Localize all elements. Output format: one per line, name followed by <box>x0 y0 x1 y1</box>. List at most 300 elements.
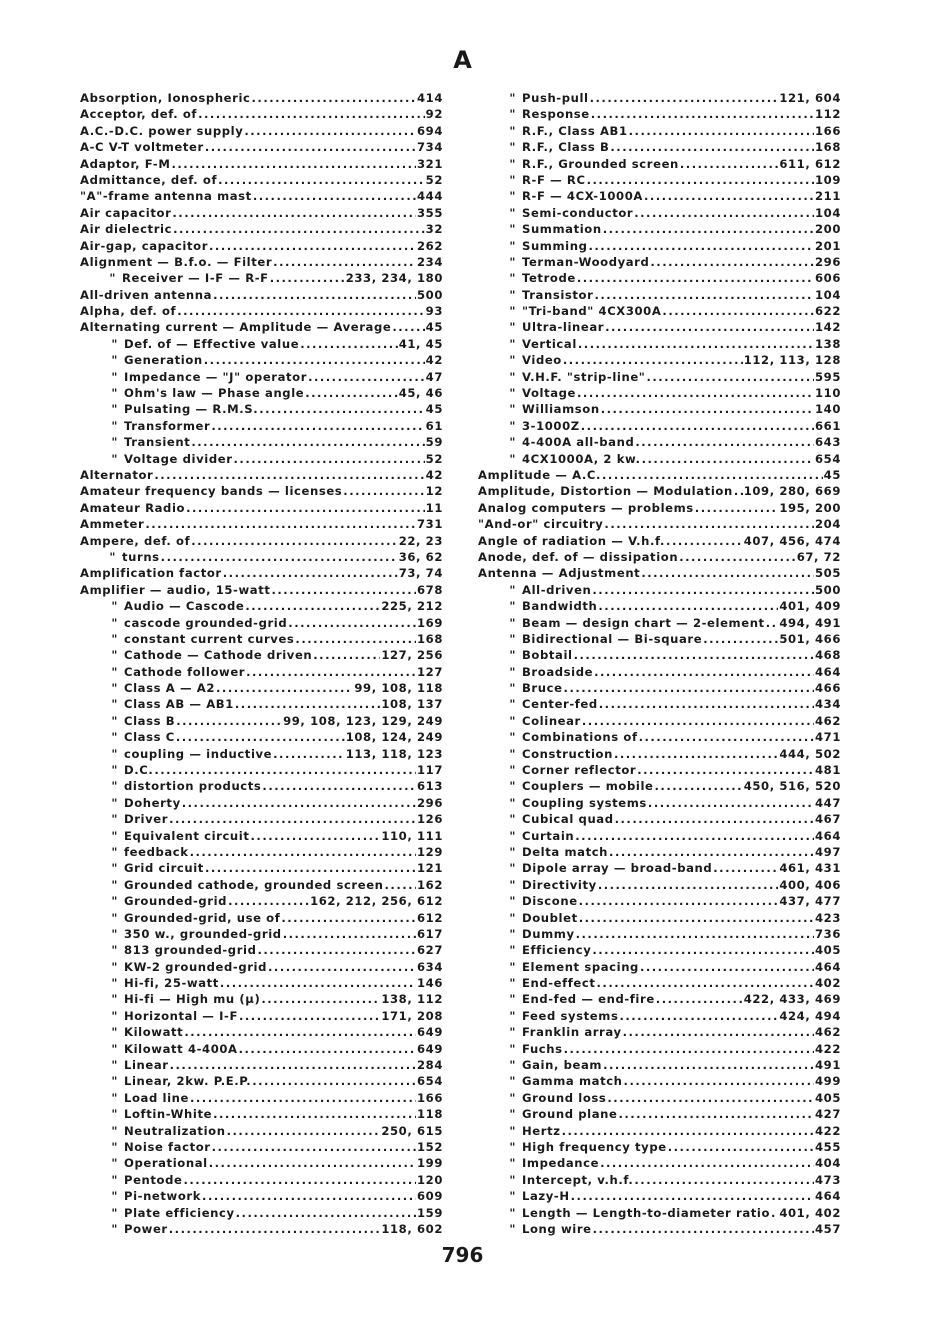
dot-leader <box>575 828 814 844</box>
index-term: Grounded-grid, use of <box>124 910 281 925</box>
dot-leader <box>235 696 380 712</box>
index-entry <box>478 319 841 335</box>
ditto-mark: " <box>509 812 516 827</box>
index-entry <box>80 1090 443 1106</box>
index-pages: 118, 602 <box>381 1221 443 1236</box>
index-entry <box>478 828 841 844</box>
index-entry <box>478 123 841 139</box>
ditto-mark: " <box>509 336 516 351</box>
dot-leader <box>771 1205 778 1221</box>
dot-leader <box>602 467 823 483</box>
index-term: Class A — A2 <box>124 681 216 696</box>
ditto-mark: " <box>509 910 516 925</box>
dot-leader <box>234 451 425 467</box>
index-term: Ground loss <box>522 1090 607 1105</box>
index-pages: 201 <box>814 238 841 253</box>
ditto-mark: " <box>111 1140 118 1154</box>
index-pages: 661 <box>814 418 841 433</box>
ditto-mark: " <box>509 1090 516 1105</box>
index-entry <box>80 352 443 368</box>
ditto-mark: " <box>111 861 118 876</box>
index-term: cascode grounded-grid <box>124 615 288 630</box>
dot-leader <box>579 910 814 926</box>
index-term: Load line <box>124 1090 189 1105</box>
index-entry <box>478 664 841 680</box>
ditto-mark: " <box>509 943 516 958</box>
index-entry <box>80 926 443 942</box>
ditto-mark: " <box>509 615 516 630</box>
ditto-mark: " <box>111 402 118 417</box>
dot-leader <box>258 942 416 958</box>
index-term: Curtain <box>522 828 575 843</box>
ditto-mark: " <box>509 1025 516 1040</box>
dot-leader <box>650 254 814 270</box>
dot-leader <box>154 762 416 778</box>
index-entry <box>80 893 443 909</box>
ditto-mark: " <box>109 271 116 286</box>
page-number: 796 <box>441 1243 484 1267</box>
index-entry <box>478 1057 841 1073</box>
index-pages: 437, 477 <box>779 894 841 909</box>
dot-leader <box>213 287 416 303</box>
index-term: All-driven antenna <box>80 287 213 302</box>
index-term: Discone <box>522 894 578 909</box>
index-pages: 112 <box>814 107 841 122</box>
dot-leader <box>191 434 424 450</box>
index-entry <box>80 139 443 155</box>
index-entry <box>478 877 841 893</box>
index-pages: 234 <box>416 254 443 269</box>
index-term: constant current curves <box>124 631 295 646</box>
index-entry <box>80 729 443 745</box>
dot-leader <box>170 1057 416 1073</box>
ditto-mark: " <box>111 1025 118 1040</box>
index-pages: 622 <box>814 304 841 319</box>
dot-leader <box>564 1041 814 1057</box>
index-term: Intercept, v.h.f. <box>522 1172 634 1187</box>
dot-leader <box>624 1073 814 1089</box>
index-entry <box>478 1090 841 1106</box>
index-entry <box>478 483 841 499</box>
dot-leader <box>614 746 778 762</box>
dot-leader <box>223 565 398 581</box>
index-term: Combinations of <box>522 730 638 745</box>
index-entry <box>80 156 443 172</box>
index-entry <box>478 860 841 876</box>
index-term: Alternator <box>80 467 154 482</box>
index-term: Tetrode <box>522 271 576 286</box>
index-entry <box>80 221 443 237</box>
dot-leader <box>597 975 814 991</box>
ditto-mark: " <box>509 681 516 696</box>
index-entry <box>478 565 841 581</box>
dot-leader <box>204 352 425 368</box>
index-term: Vertical <box>522 336 577 351</box>
dot-leader <box>734 483 743 499</box>
dot-leader <box>591 106 814 122</box>
index-entry <box>80 401 443 417</box>
index-term: Summing <box>522 238 588 253</box>
index-entry <box>80 1123 443 1139</box>
index-entry <box>80 1172 443 1188</box>
index-entry <box>80 877 443 893</box>
index-pages: 464 <box>814 664 841 679</box>
index-entry <box>478 467 841 483</box>
index-pages: 200 <box>814 222 841 237</box>
index-term: Transistor <box>522 287 594 302</box>
index-pages: 52 <box>425 172 443 187</box>
index-pages: 121 <box>416 861 443 876</box>
index-term: Alignment — B.f.o. — Filter <box>80 254 273 269</box>
dot-leader <box>662 303 814 319</box>
index-pages: 468 <box>814 648 841 663</box>
index-term: A.C.-D.C. power supply <box>80 123 244 138</box>
index-term: Response <box>522 107 590 122</box>
ditto-mark: " <box>509 172 516 187</box>
dot-leader <box>577 385 814 401</box>
ditto-mark: " <box>509 287 516 302</box>
index-term: Absorption, Ionospheric <box>80 91 251 105</box>
index-pages: 609 <box>416 1189 443 1204</box>
dot-leader <box>213 1106 416 1122</box>
index-entry <box>80 844 443 860</box>
index-entry <box>80 811 443 827</box>
dot-leader <box>211 418 424 434</box>
index-pages: 402 <box>814 976 841 991</box>
index-entry <box>478 205 841 221</box>
index-term: Cathode — Cathode driven <box>124 648 313 663</box>
dot-leader <box>273 746 345 762</box>
dot-leader <box>205 139 416 155</box>
ditto-mark: " <box>111 1090 118 1105</box>
dot-leader <box>252 1073 416 1089</box>
ditto-mark: " <box>111 943 118 958</box>
index-pages: 233, 234, 180 <box>345 271 443 286</box>
index-entry <box>80 713 443 729</box>
dot-leader <box>598 598 778 614</box>
index-entry <box>478 1155 841 1171</box>
index-term: Hi-fi — High mu (μ) <box>124 992 261 1007</box>
index-term: Push-pull <box>522 91 589 105</box>
index-entry <box>80 746 443 762</box>
index-pages: 649 <box>416 1041 443 1056</box>
ditto-mark: " <box>111 336 118 351</box>
ditto-mark: " <box>509 418 516 433</box>
ditto-mark: " <box>509 1041 516 1056</box>
index-entry <box>80 1057 443 1073</box>
dot-leader <box>283 926 416 942</box>
ditto-mark: " <box>509 664 516 679</box>
dot-leader <box>246 664 416 680</box>
dot-leader <box>385 877 416 893</box>
dot-leader <box>218 172 425 188</box>
dot-leader <box>655 778 743 794</box>
ditto-mark: " <box>509 894 516 909</box>
index-pages: 42 <box>425 353 443 368</box>
index-term: Generation <box>124 353 203 368</box>
dot-leader <box>668 1139 814 1155</box>
index-term: R.F., Grounded screen <box>522 156 679 171</box>
ditto-mark: " <box>509 107 516 122</box>
page-letter-heading: A <box>453 46 472 74</box>
index-entry <box>80 467 443 483</box>
dot-leader <box>644 188 814 204</box>
dot-leader <box>184 1024 416 1040</box>
index-pages: 45 <box>823 467 841 482</box>
dot-leader <box>642 451 814 467</box>
dot-leader <box>392 319 424 335</box>
dot-leader <box>564 680 814 696</box>
ditto-mark: " <box>509 156 516 171</box>
dot-leader <box>273 254 416 270</box>
dot-leader <box>244 123 416 139</box>
ditto-mark: " <box>111 681 118 696</box>
index-entry <box>80 615 443 631</box>
dot-leader <box>578 336 814 352</box>
index-term: 4CX1000A, 2 kw. <box>522 451 641 466</box>
index-term: Amplitude — A.C. <box>478 467 602 482</box>
index-entry <box>80 795 443 811</box>
ditto-mark: " <box>509 1008 516 1023</box>
dot-leader <box>635 434 814 450</box>
index-term: 350 w., grounded-grid <box>124 926 282 941</box>
ditto-mark: " <box>509 730 516 745</box>
index-entry <box>80 631 443 647</box>
index-entry <box>478 942 841 958</box>
index-pages: 500 <box>416 287 443 302</box>
index-term: Receiver — I-F — R-F <box>122 271 269 286</box>
index-entry <box>478 500 841 516</box>
index-entry <box>80 123 443 139</box>
index-term: Antenna — Adjustment <box>478 566 641 581</box>
ditto-mark: " <box>111 386 118 401</box>
index-pages: 104 <box>814 287 841 302</box>
index-entry <box>80 1139 443 1155</box>
dot-leader <box>562 1123 814 1139</box>
index-pages: 627 <box>416 943 443 958</box>
index-column-left <box>80 90 443 1237</box>
index-term: R.F., Class B <box>522 140 610 155</box>
index-entry <box>478 959 841 975</box>
ditto-mark: " <box>111 631 118 646</box>
index-pages: 171, 208 <box>381 1008 443 1023</box>
dot-leader <box>236 1205 416 1221</box>
index-pages: 138 <box>814 336 841 351</box>
index-term: Fuchs <box>522 1041 563 1056</box>
ditto-mark: " <box>111 451 118 466</box>
index-entry <box>478 238 841 254</box>
dot-leader <box>576 926 814 942</box>
ditto-mark: " <box>509 713 516 728</box>
ditto-mark: " <box>509 779 516 794</box>
ditto-mark: " <box>509 271 516 286</box>
index-term: Power <box>124 1221 168 1236</box>
index-term: Noise factor <box>124 1140 211 1154</box>
index-pages: 59 <box>425 435 443 450</box>
index-term: Amateur frequency bands — licenses <box>80 484 343 499</box>
index-pages: 447 <box>814 795 841 810</box>
dot-leader <box>295 631 416 647</box>
dot-leader <box>313 647 380 663</box>
index-term: Gamma match <box>522 1074 623 1089</box>
dot-leader <box>209 1155 416 1171</box>
dot-leader <box>579 893 779 909</box>
index-pages: 168 <box>416 631 443 646</box>
index-entry <box>80 778 443 794</box>
index-entry <box>80 975 443 991</box>
index-entry <box>478 401 841 417</box>
index-pages: 138, 112 <box>381 992 443 1007</box>
index-term: Delta match <box>522 844 609 859</box>
index-entry <box>80 1073 443 1089</box>
index-entry <box>478 811 841 827</box>
index-entry <box>478 1221 841 1237</box>
index-pages: 444, 502 <box>779 746 841 761</box>
index-pages: 296 <box>814 254 841 269</box>
index-pages: 654 <box>416 1074 443 1089</box>
index-pages: 464 <box>814 959 841 974</box>
index-pages: 634 <box>416 959 443 974</box>
index-entry <box>80 762 443 778</box>
index-term: Kilowatt 4-400A <box>124 1041 238 1056</box>
index-pages: 109, 280, 669 <box>743 484 841 499</box>
dot-leader <box>589 238 814 254</box>
index-pages: 109 <box>814 172 841 187</box>
dot-leader <box>251 828 381 844</box>
index-term: "And-or" circuitry <box>478 517 604 532</box>
index-entry <box>80 696 443 712</box>
index-pages: 32 <box>425 222 443 237</box>
ditto-mark: " <box>111 992 118 1007</box>
index-entry <box>80 991 443 1007</box>
index-pages: 678 <box>416 582 443 597</box>
index-term: R-F — RC <box>522 172 586 187</box>
index-term: Broadside <box>522 664 594 679</box>
index-entry <box>478 352 841 368</box>
ditto-mark: " <box>509 254 516 269</box>
index-pages: 499 <box>814 1074 841 1089</box>
ditto-mark: " <box>111 763 118 778</box>
index-term: Cubical quad <box>522 812 614 827</box>
ditto-mark: " <box>111 926 118 941</box>
index-pages: 466 <box>814 681 841 696</box>
dot-leader <box>637 762 814 778</box>
dot-leader <box>245 598 380 614</box>
ditto-mark: " <box>111 779 118 794</box>
index-term: Williamson <box>522 402 600 417</box>
index-entry <box>478 680 841 696</box>
index-pages: 405 <box>814 1090 841 1105</box>
ditto-mark: " <box>509 189 516 204</box>
ditto-mark: " <box>509 1123 516 1138</box>
index-term: Def. of — Effective value <box>124 336 300 351</box>
ditto-mark: " <box>111 1156 118 1171</box>
index-term: Kilowatt <box>124 1025 184 1040</box>
index-term: KW-2 grounded-grid <box>124 959 268 974</box>
index-entry <box>80 172 443 188</box>
index-entry <box>80 287 443 303</box>
index-term: "A"-frame antenna mast <box>80 189 252 204</box>
dot-leader <box>679 549 795 565</box>
index-entry <box>478 582 841 598</box>
ditto-mark: " <box>509 861 516 876</box>
index-pages: 643 <box>814 435 841 450</box>
ditto-mark: " <box>111 1041 118 1056</box>
index-term: Ultra-linear <box>522 320 605 335</box>
index-term: Efficiency <box>522 943 592 958</box>
dot-leader <box>176 713 282 729</box>
ditto-mark: " <box>509 369 516 384</box>
index-pages: 612 <box>416 910 443 925</box>
ditto-mark: " <box>111 353 118 368</box>
index-entry <box>80 1106 443 1122</box>
ditto-mark: " <box>111 1008 118 1023</box>
index-entry <box>478 156 841 172</box>
dot-leader <box>609 844 814 860</box>
index-term: Couplers — mobile <box>522 779 654 794</box>
ditto-mark: " <box>509 1058 516 1073</box>
index-pages: 491 <box>814 1058 841 1073</box>
dot-leader <box>190 1090 416 1106</box>
index-entry <box>80 254 443 270</box>
index-pages: 152 <box>416 1140 443 1154</box>
index-term: 3-1000Z <box>522 418 580 433</box>
index-pages: 61 <box>425 418 443 433</box>
index-term: Class AB — AB1 <box>124 697 234 712</box>
index-entry <box>478 991 841 1007</box>
index-term: Transformer <box>124 418 211 433</box>
index-pages: 464 <box>814 1189 841 1204</box>
index-entry <box>478 1024 841 1040</box>
index-entry <box>80 418 443 434</box>
index-pages: 401, 402 <box>779 1205 841 1220</box>
dot-leader <box>171 156 416 172</box>
index-entry <box>478 778 841 794</box>
index-entry <box>80 549 443 565</box>
index-term: Alternating current — Amplitude — Average <box>80 320 392 335</box>
index-entry <box>80 647 443 663</box>
ditto-mark: " <box>111 435 118 450</box>
ditto-mark: " <box>111 746 118 761</box>
index-term: Class B <box>124 713 176 728</box>
ditto-mark: " <box>509 795 516 810</box>
index-term: turns <box>122 549 160 564</box>
index-entry <box>80 582 443 598</box>
ditto-mark: " <box>111 713 118 728</box>
index-entry <box>478 287 841 303</box>
index-entry <box>80 238 443 254</box>
index-term: Linear <box>124 1058 169 1073</box>
index-pages: 462 <box>814 1025 841 1040</box>
index-pages: 104 <box>814 205 841 220</box>
index-term: Pulsating — R.M.S. <box>124 402 259 417</box>
index-term: Coupling systems <box>522 795 647 810</box>
index-pages: 146 <box>416 976 443 991</box>
index-pages: 497 <box>814 844 841 859</box>
index-entry <box>478 434 841 450</box>
index-pages: 126 <box>416 812 443 827</box>
index-entry <box>478 369 841 385</box>
dot-leader <box>177 303 424 319</box>
ditto-mark: " <box>509 697 516 712</box>
dot-leader <box>270 270 345 286</box>
index-entry <box>80 188 443 204</box>
index-term: Bruce <box>522 681 563 696</box>
dot-leader <box>183 1172 416 1188</box>
dot-leader <box>253 188 416 204</box>
ditto-mark: " <box>111 1172 118 1187</box>
index-entry <box>478 139 841 155</box>
